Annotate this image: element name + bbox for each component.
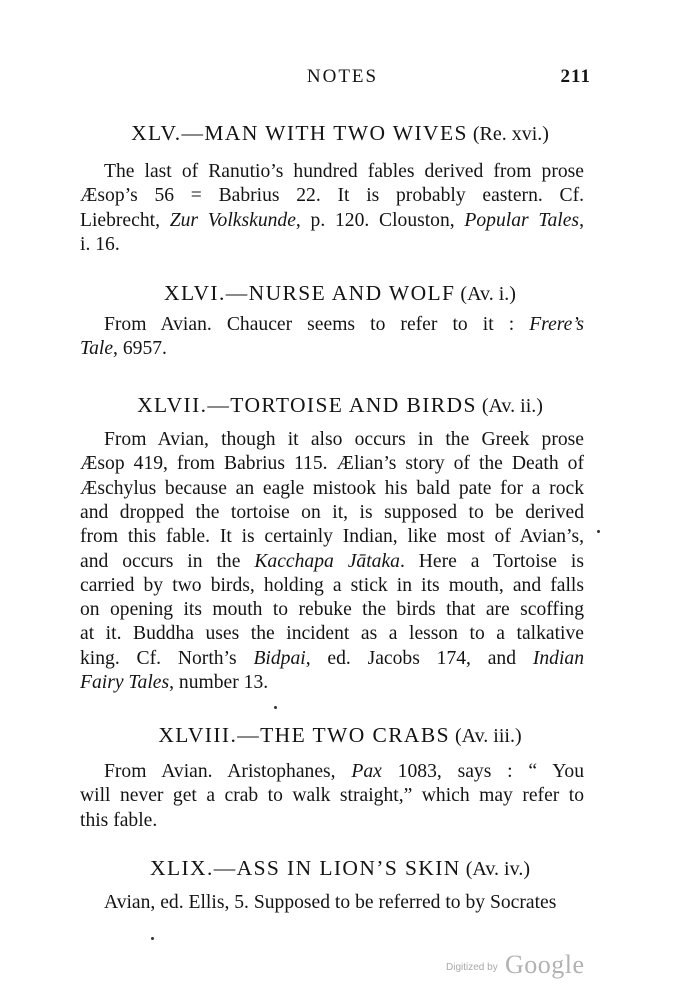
text-run: Æschylus because an eagle mistook his bald pate for a rock — [80, 477, 584, 499]
text-run: this fable. — [80, 809, 158, 831]
text-run: at it. Buddha uses the incident as a lesson to a talkative — [80, 623, 584, 645]
text-line — [104, 891, 584, 914]
section-heading — [80, 121, 600, 146]
digitized-watermark — [446, 950, 586, 980]
section-title: XLIX.—ASS IN LION’S SKIN — [150, 856, 461, 880]
section-reference: (Av. iv.) — [460, 858, 530, 880]
text-line — [80, 550, 584, 573]
text-line — [80, 184, 584, 207]
section-reference: (Av. ii.) — [476, 395, 543, 417]
section-reference: (Re. xvi.) — [467, 123, 549, 145]
text-line — [80, 452, 584, 475]
text-run: The last of Ranutio’s hundred fables derived from prose — [104, 161, 584, 182]
italic-title: Tale — [80, 338, 114, 360]
text-run: , number 13. — [169, 672, 269, 693]
italic-title: Frere’s — [529, 314, 584, 335]
text-line — [80, 209, 584, 232]
text-run: 1083, says : “ You — [381, 761, 584, 782]
section-heading — [80, 281, 600, 306]
text-line — [104, 313, 584, 336]
text-line — [80, 477, 584, 500]
text-run: i. 16. — [80, 233, 120, 255]
section-title: XLVI.—NURSE AND WOLF — [164, 281, 456, 305]
section-title: XLVII.—TORTOISE AND BIRDS — [137, 393, 477, 417]
italic-title: Kacchapa Jātaka — [254, 550, 400, 572]
text-run: . Here a Tortoise is — [399, 550, 584, 572]
text-run: , p. 120. Clouston, — [295, 209, 465, 231]
text-line — [104, 160, 584, 183]
text-run: Æsop’s 56 = Babrius 22. It is probably eastern. Cf. — [80, 185, 584, 207]
section-heading — [80, 393, 600, 418]
print-speck — [151, 937, 154, 940]
text-run: Liebrecht, — [80, 209, 170, 231]
italic-title: Pax — [351, 761, 382, 782]
text-run: carried by two birds, holding a stick in its mouth, and falls — [80, 574, 584, 596]
running-head-title: NOTES — [306, 66, 379, 87]
text-run: , 6957. — [113, 338, 167, 360]
text-line — [80, 671, 584, 694]
section-title: XLV.—MAN WITH TWO WIVES — [131, 121, 468, 145]
text-run: king. Cf. North’s — [80, 647, 254, 669]
google-logo: Google — [505, 950, 585, 979]
text-run: Avian, ed. Ellis, 5. Supposed to be referred to by Socrates — [104, 892, 557, 913]
print-speck — [597, 530, 600, 533]
text-line — [104, 428, 584, 451]
section-reference: (Av. iii.) — [449, 725, 522, 747]
section-heading — [80, 723, 600, 748]
text-line — [80, 525, 584, 548]
section-heading — [80, 856, 600, 881]
page-number: 211 — [560, 66, 591, 87]
text-run: , ed. Jacobs 174, and — [305, 647, 533, 669]
text-line — [80, 809, 584, 832]
text-run: From Avian, though it also occurs in the Greek prose — [104, 429, 584, 450]
italic-title: Bidpai — [253, 647, 306, 669]
text-line — [80, 501, 584, 524]
italic-title: Zur Volkskunde — [169, 209, 296, 231]
text-run: will never get a crab to walk straight,” which may refer to — [80, 785, 584, 807]
text-run: From Avian. Chaucer seems to refer to it : — [104, 314, 530, 335]
text-run: and dropped the tortoise on it, is supposed to be derived — [80, 501, 584, 523]
italic-title: Indian — [532, 647, 584, 669]
text-line — [80, 647, 584, 670]
text-run: and occurs in the — [80, 550, 255, 572]
italic-title: Popular Tales — [464, 209, 580, 231]
text-run: on opening its mouth to rebuke the birds that are scoffing — [80, 599, 584, 621]
digitized-by-text: Digitized by — [446, 962, 498, 973]
running-head — [0, 66, 685, 90]
italic-title: Fairy Tales — [80, 672, 170, 693]
text-line — [80, 784, 584, 807]
text-line — [80, 622, 584, 645]
text-run: , — [579, 209, 584, 231]
section-reference: (Av. i.) — [455, 283, 516, 305]
text-run: from this fable. It is certainly Indian, like most of Avian’s, — [80, 526, 584, 548]
text-line — [80, 337, 584, 360]
text-line — [80, 574, 584, 597]
text-run: Æsop 419, from Babrius 115. Ælian’s story of the Death of — [80, 453, 584, 475]
print-speck — [274, 706, 277, 709]
text-line — [80, 598, 584, 621]
text-line — [104, 760, 584, 783]
text-run: From Avian. Aristophanes, — [104, 761, 352, 782]
section-title: XLVIII.—THE TWO CRABS — [158, 723, 450, 747]
text-line — [80, 233, 584, 256]
